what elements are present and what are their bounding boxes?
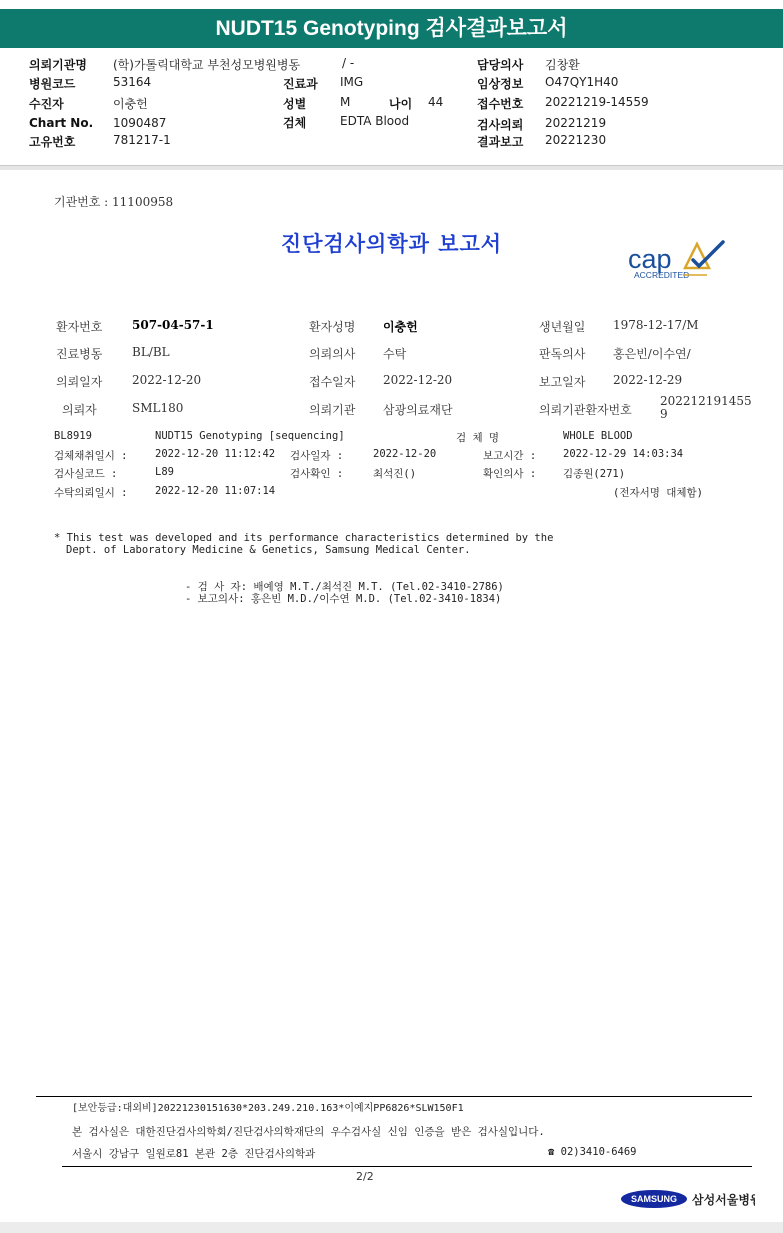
cap-logo-subtext: ACCREDITED xyxy=(634,270,690,280)
label-chart-no: Chart No. xyxy=(29,116,94,130)
value-dept-separator: / - xyxy=(342,56,355,70)
value-confirming-doctor: 김종원(271) xyxy=(563,468,626,480)
label-reading-doctor: 판독의사 xyxy=(539,347,586,361)
value-test-confirm: 최석진() xyxy=(373,468,417,480)
label-clinical-info: 임상정보 xyxy=(477,77,524,91)
value-sex: M xyxy=(340,95,351,109)
value-age: 44 xyxy=(428,95,444,109)
label-sex: 성별 xyxy=(283,97,307,111)
cap-logo-text: cap xyxy=(628,244,672,274)
disclaimer-line-1: * This test was developed and its performance characteristics determined by the xyxy=(54,532,554,544)
value-unique-id: 781217-1 xyxy=(113,133,171,147)
value-reading-doctor: 홍은빈/이수연/ xyxy=(613,347,691,361)
page-bottom-strip xyxy=(0,1222,783,1233)
label-birth-date: 생년월일 xyxy=(539,320,586,334)
value-requesting-institution: (학)가톨릭대학교 부천성모병원병동 xyxy=(113,58,301,72)
label-report-time: 보고시간 : xyxy=(483,450,537,462)
test-code: BL8919 xyxy=(54,430,92,442)
phone-line: ☎ 02)3410-6469 xyxy=(548,1146,637,1158)
footer-top-rule xyxy=(36,1096,752,1097)
address-line: 서울시 강남구 일원로81 본관 2층 진단검사의학과 xyxy=(72,1148,316,1160)
report-title: NUDT15 Genotyping 검사결과보고서 xyxy=(215,17,568,40)
label-requester: 의뢰자 xyxy=(62,403,97,417)
value-patient: 이충헌 xyxy=(113,97,148,111)
label-age: 나이 xyxy=(389,97,413,111)
value-result-report: 20221230 xyxy=(545,133,607,147)
label-requesting-institution: 의뢰기관명 xyxy=(29,58,87,72)
value-receipt-no: 20221219-14559 xyxy=(545,95,649,109)
label-requesting-doctor: 의뢰의사 xyxy=(309,347,356,361)
value-requesting-doctor: 수탁 xyxy=(383,347,407,361)
samsung-logo-text: SAMSUNG xyxy=(630,1194,678,1204)
value-patient-name: 이충헌 xyxy=(383,320,418,334)
label-report-date: 보고일자 xyxy=(539,375,586,389)
value-collection-time: 2022-12-20 11:12:42 xyxy=(155,448,276,460)
value-institution-patient-no-line1: 202212191455 xyxy=(660,394,752,408)
label-unique-id: 고유번호 xyxy=(29,135,76,149)
header-divider xyxy=(0,165,783,170)
label-receipt-date: 접수일자 xyxy=(309,375,356,389)
value-hospital-code: 53164 xyxy=(113,75,152,89)
label-institution-patient-no: 의뢰기관환자번호 xyxy=(539,403,632,417)
label-patient-name: 환자성명 xyxy=(309,320,356,334)
value-receipt-date: 2022-12-20 xyxy=(383,373,453,387)
disclaimer-line-2: Dept. of Laboratory Medicine & Genetics, Samsung Medical Center. xyxy=(66,544,471,556)
value-report-time: 2022-12-29 14:03:34 xyxy=(563,448,684,460)
value-requesting-institution-2: 삼광의료재단 xyxy=(383,403,453,417)
certification-line: 본 검사실은 대한진단검사의학회/진단검사의학재단의 우수검사실 신임 인증을 받은 검사실입니다. xyxy=(72,1126,545,1138)
value-requester: SML180 xyxy=(132,401,184,415)
value-specimen: EDTA Blood xyxy=(340,114,410,128)
value-ward: BL/BL xyxy=(132,345,170,359)
label-outsourced-request-time: 수탁의뢰일시 : xyxy=(54,487,128,499)
value-patient-number: 507-04-57-1 xyxy=(132,318,214,332)
label-hospital-code: 병원코드 xyxy=(29,77,76,91)
footer-bottom-rule xyxy=(62,1166,752,1167)
hospital-name: 삼성서울병원 xyxy=(692,1193,755,1207)
value-test-date: 2022-12-20 xyxy=(373,448,437,460)
samsung-hospital-logo xyxy=(620,1188,755,1212)
security-line: [보안등급:대외비]20221230151630*203.249.210.163*이예지PP6826*SLW150F1 xyxy=(72,1103,464,1114)
value-lab-code: L89 xyxy=(155,466,174,478)
value-department: IMG xyxy=(340,75,364,89)
value-report-date: 2022-12-29 xyxy=(613,373,683,387)
page-number: 2/2 xyxy=(356,1170,374,1183)
electronic-signature-note: (전자서명 대체함) xyxy=(613,487,703,499)
label-test-request: 검사의뢰 xyxy=(477,118,524,132)
label-lab-code: 검사실코드 : xyxy=(54,468,118,480)
value-chart-no: 1090487 xyxy=(113,116,167,130)
label-specimen: 검체 xyxy=(283,116,307,130)
value-outsourced-request-time: 2022-12-20 11:07:14 xyxy=(155,485,276,497)
label-specimen-name: 검 체 명 xyxy=(456,432,500,444)
value-test-request: 20221219 xyxy=(545,116,607,130)
value-request-date: 2022-12-20 xyxy=(132,373,202,387)
cap-accredited-logo xyxy=(627,236,727,282)
value-institution-patient-no-line2: 9 xyxy=(660,407,668,421)
value-clinical-info: O47QY1H40 xyxy=(545,75,619,89)
label-patient: 수진자 xyxy=(29,97,64,111)
label-receipt-no: 접수번호 xyxy=(477,97,524,111)
label-patient-number: 환자번호 xyxy=(56,320,103,334)
value-birth-date: 1978-12-17/M xyxy=(613,318,699,332)
header-info xyxy=(0,50,783,163)
test-name: NUDT15 Genotyping [sequencing] xyxy=(155,430,345,442)
staff-line-tester: - 검 사 자: 배예영 M.T./최석진 M.T. (Tel.02-3410-2786) xyxy=(185,581,504,593)
report-title-bar xyxy=(0,9,783,48)
label-ward: 진료병동 xyxy=(56,347,103,361)
label-doctor: 담당의사 xyxy=(477,58,524,72)
label-department: 진료과 xyxy=(283,77,318,91)
label-test-date: 검사일자 : xyxy=(290,450,344,462)
value-specimen-name: WHOLE BLOOD xyxy=(563,430,633,442)
value-doctor: 김창환 xyxy=(545,58,580,72)
label-test-confirm: 검사확인 : xyxy=(290,468,344,480)
label-request-date: 의뢰일자 xyxy=(56,375,103,389)
staff-line-reporter: - 보고의사: 홍은빈 M.D./이수연 M.D. (Tel.02-3410-1834) xyxy=(185,593,502,605)
label-result-report: 결과보고 xyxy=(477,135,524,149)
label-requesting-institution-2: 의뢰기관 xyxy=(309,403,356,417)
institution-number: 기관번호 : 11100958 xyxy=(54,195,174,209)
label-collection-time: 검체채취일시 : xyxy=(54,450,128,462)
label-confirming-doctor: 확인의사 : xyxy=(483,468,537,480)
document-title: 진단검사의학과 보고서 xyxy=(280,232,503,256)
